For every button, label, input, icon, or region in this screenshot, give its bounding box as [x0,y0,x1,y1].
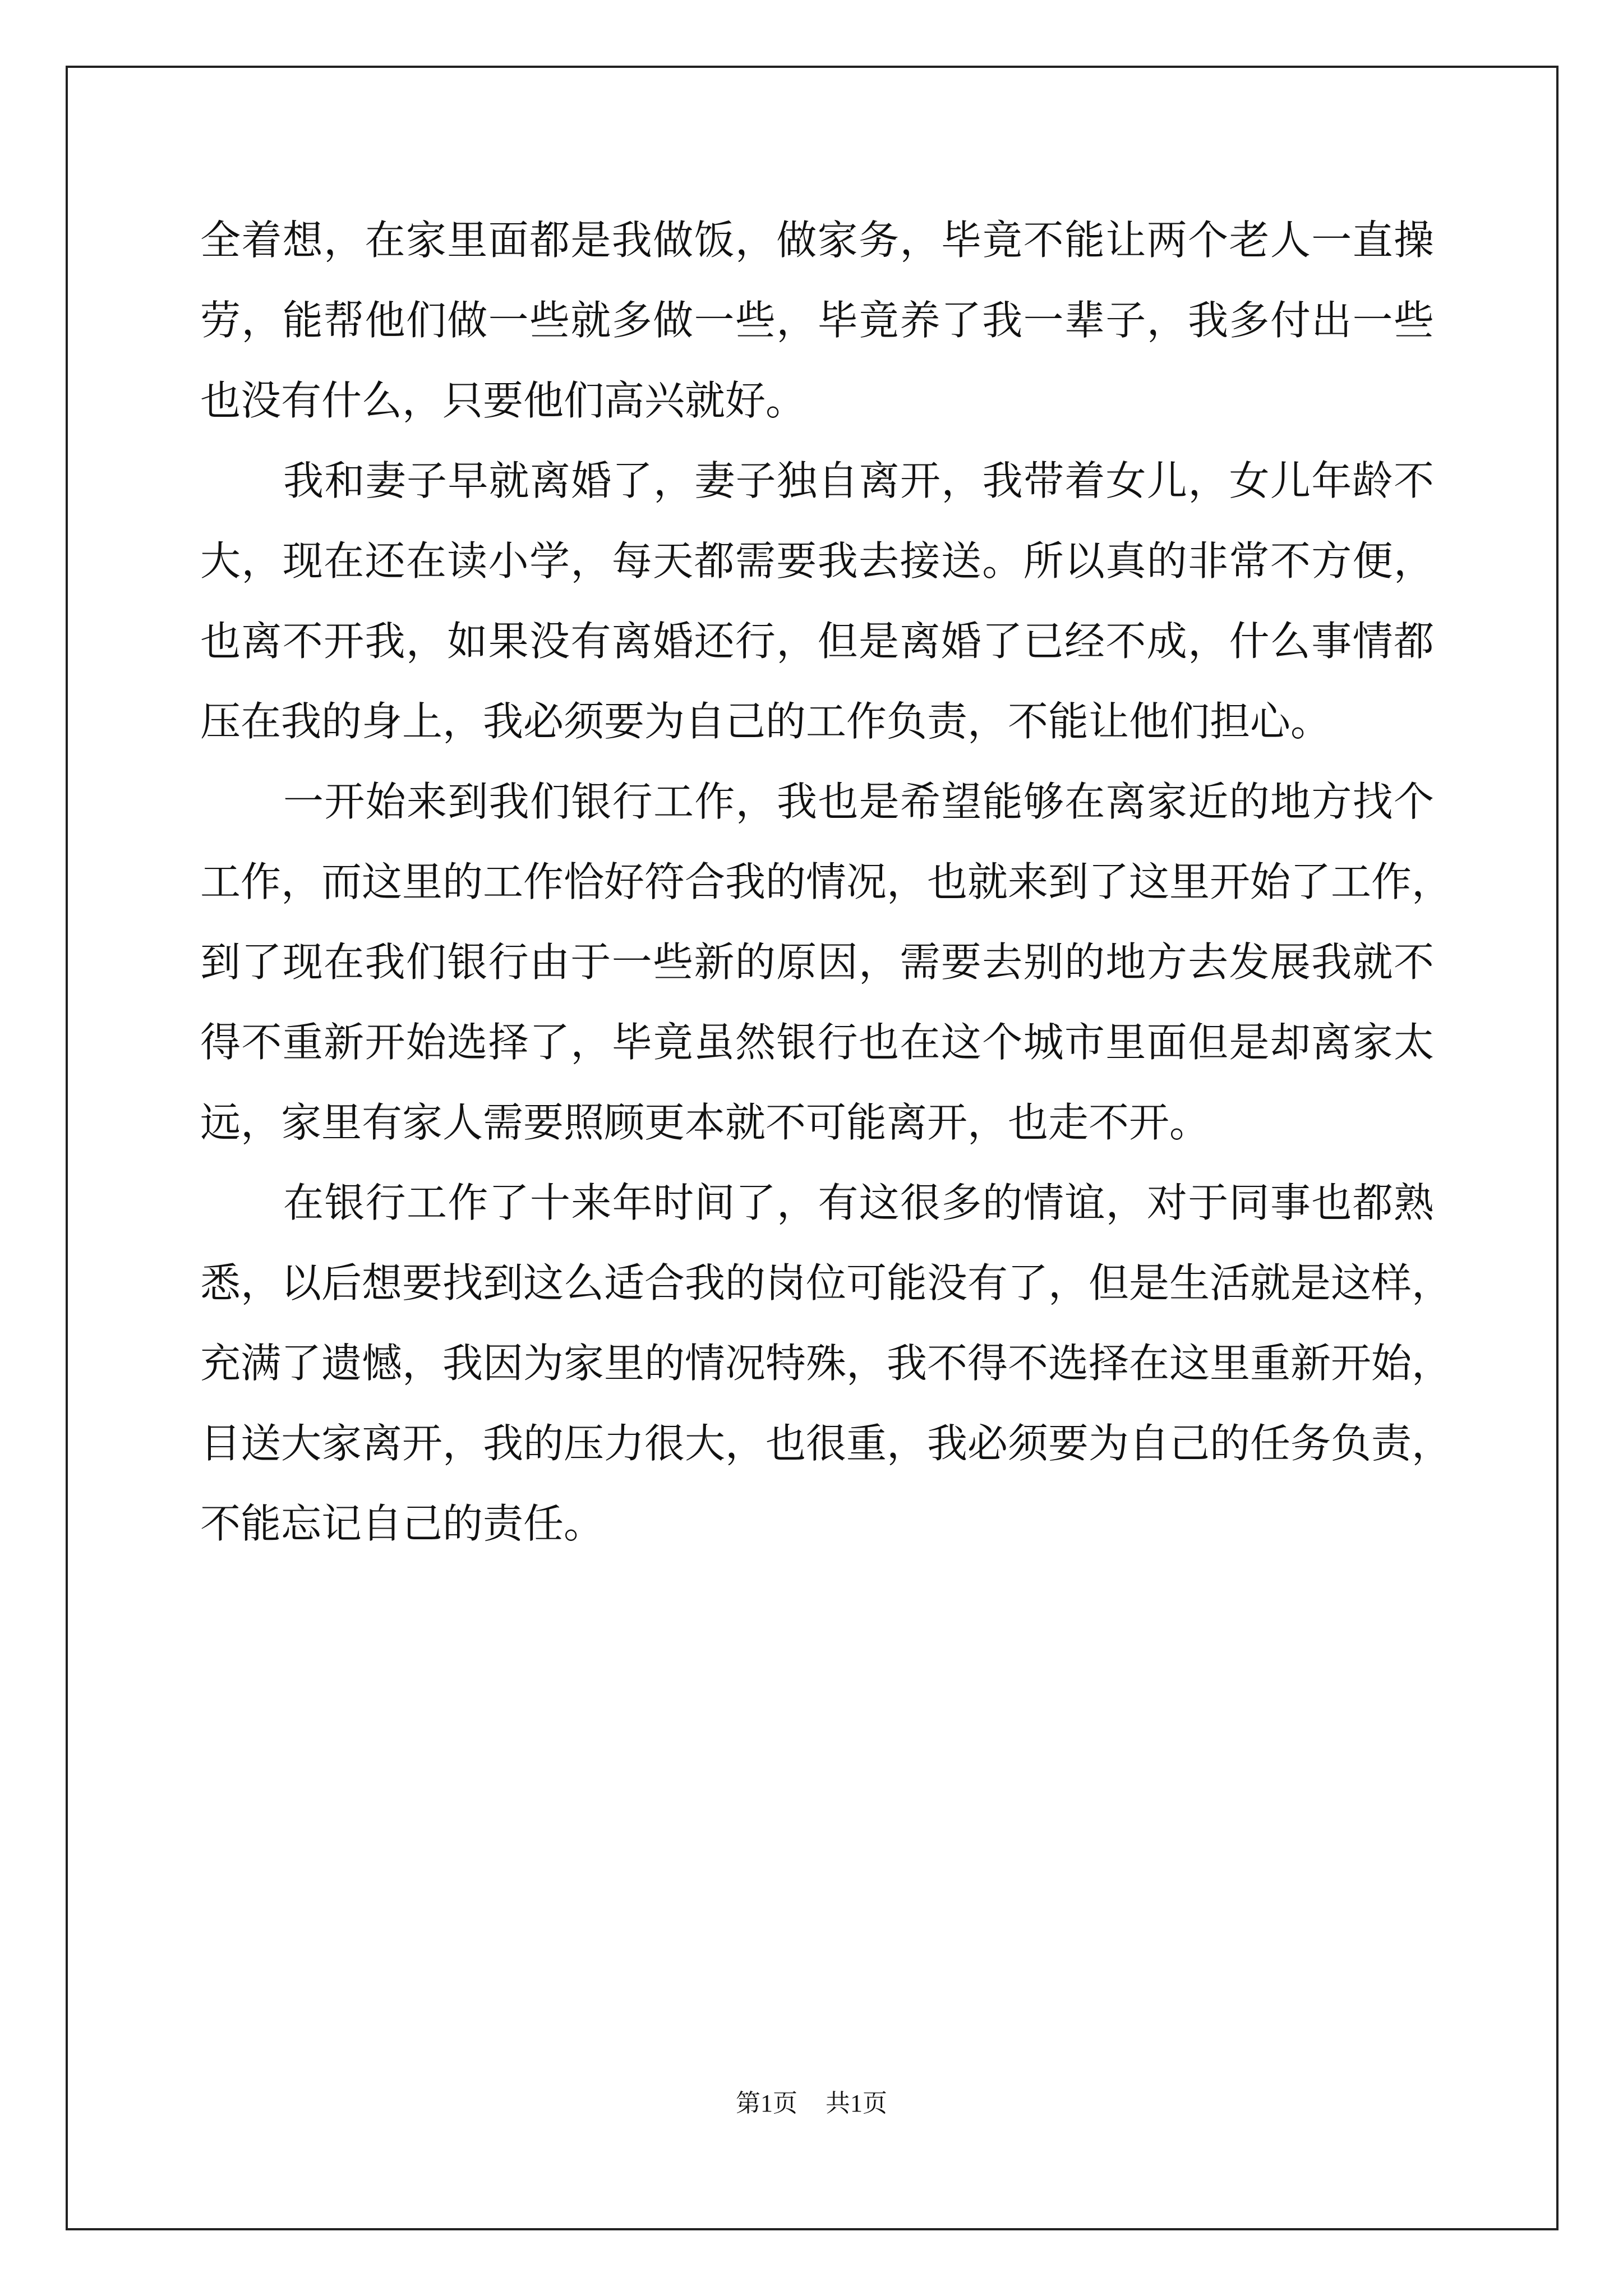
text-line: 全着想，在家里面都是我做饭，做家务，毕竟不能让两个老人一直操 [200,217,1434,264]
text-line: 也没有什么，只要他们高兴就好。 [200,377,806,424]
text-line: 目送大家离开，我的压力很大，也很重，我必须要为自己的任务负责， [200,1420,1453,1467]
text-line: 也离不开我，如果没有离婚还行，但是离婚了已经不成，什么事情都 [200,618,1434,665]
page-footer [0,2090,1623,2118]
page-number-current: 第1页 [736,2090,797,2117]
text-line: 劳，能帮他们做一些就多做一些，毕竟养了我一辈子，我多付出一些 [200,297,1434,344]
text-line: 压在我的身上，我必须要为自己的工作负责，不能让他们担心。 [200,698,1331,745]
text-line: 不能忘记自己的责任。 [200,1500,605,1547]
text-line: 充满了遗憾，我因为家里的情况特殊，我不得不选择在这里重新开始， [200,1340,1453,1387]
paragraph-first-line: 我和妻子早就离婚了，妻子独自离开，我带着女儿，女儿年龄不 [283,457,1434,504]
paragraph-first-line: 一开始来到我们银行工作，我也是希望能够在离家近的地方找个 [283,778,1434,825]
text-line: 悉，以后想要找到这么适合我的岗位可能没有了，但是生活就是这样， [200,1259,1453,1306]
text-line: 大，现在还在读小学，每天都需要我去接送。所以真的非常不方便， [200,537,1434,585]
paragraph-first-line: 在银行工作了十来年时间了，有这很多的情谊，对于同事也都熟 [283,1179,1434,1226]
text-line: 远，家里有家人需要照顾更本就不可能离开，也走不开。 [200,1099,1210,1146]
page-number-total: 共1页 [826,2090,887,2117]
text-line: 得不重新开始选择了，毕竟虽然银行也在这个城市里面但是却离家太 [200,1019,1434,1066]
text-line: 到了现在我们银行由于一些新的原因，需要去别的地方去发展我就不 [200,938,1434,986]
text-line: 工作，而这里的工作恰好符合我的情况，也就来到了这里开始了工作， [200,858,1453,905]
